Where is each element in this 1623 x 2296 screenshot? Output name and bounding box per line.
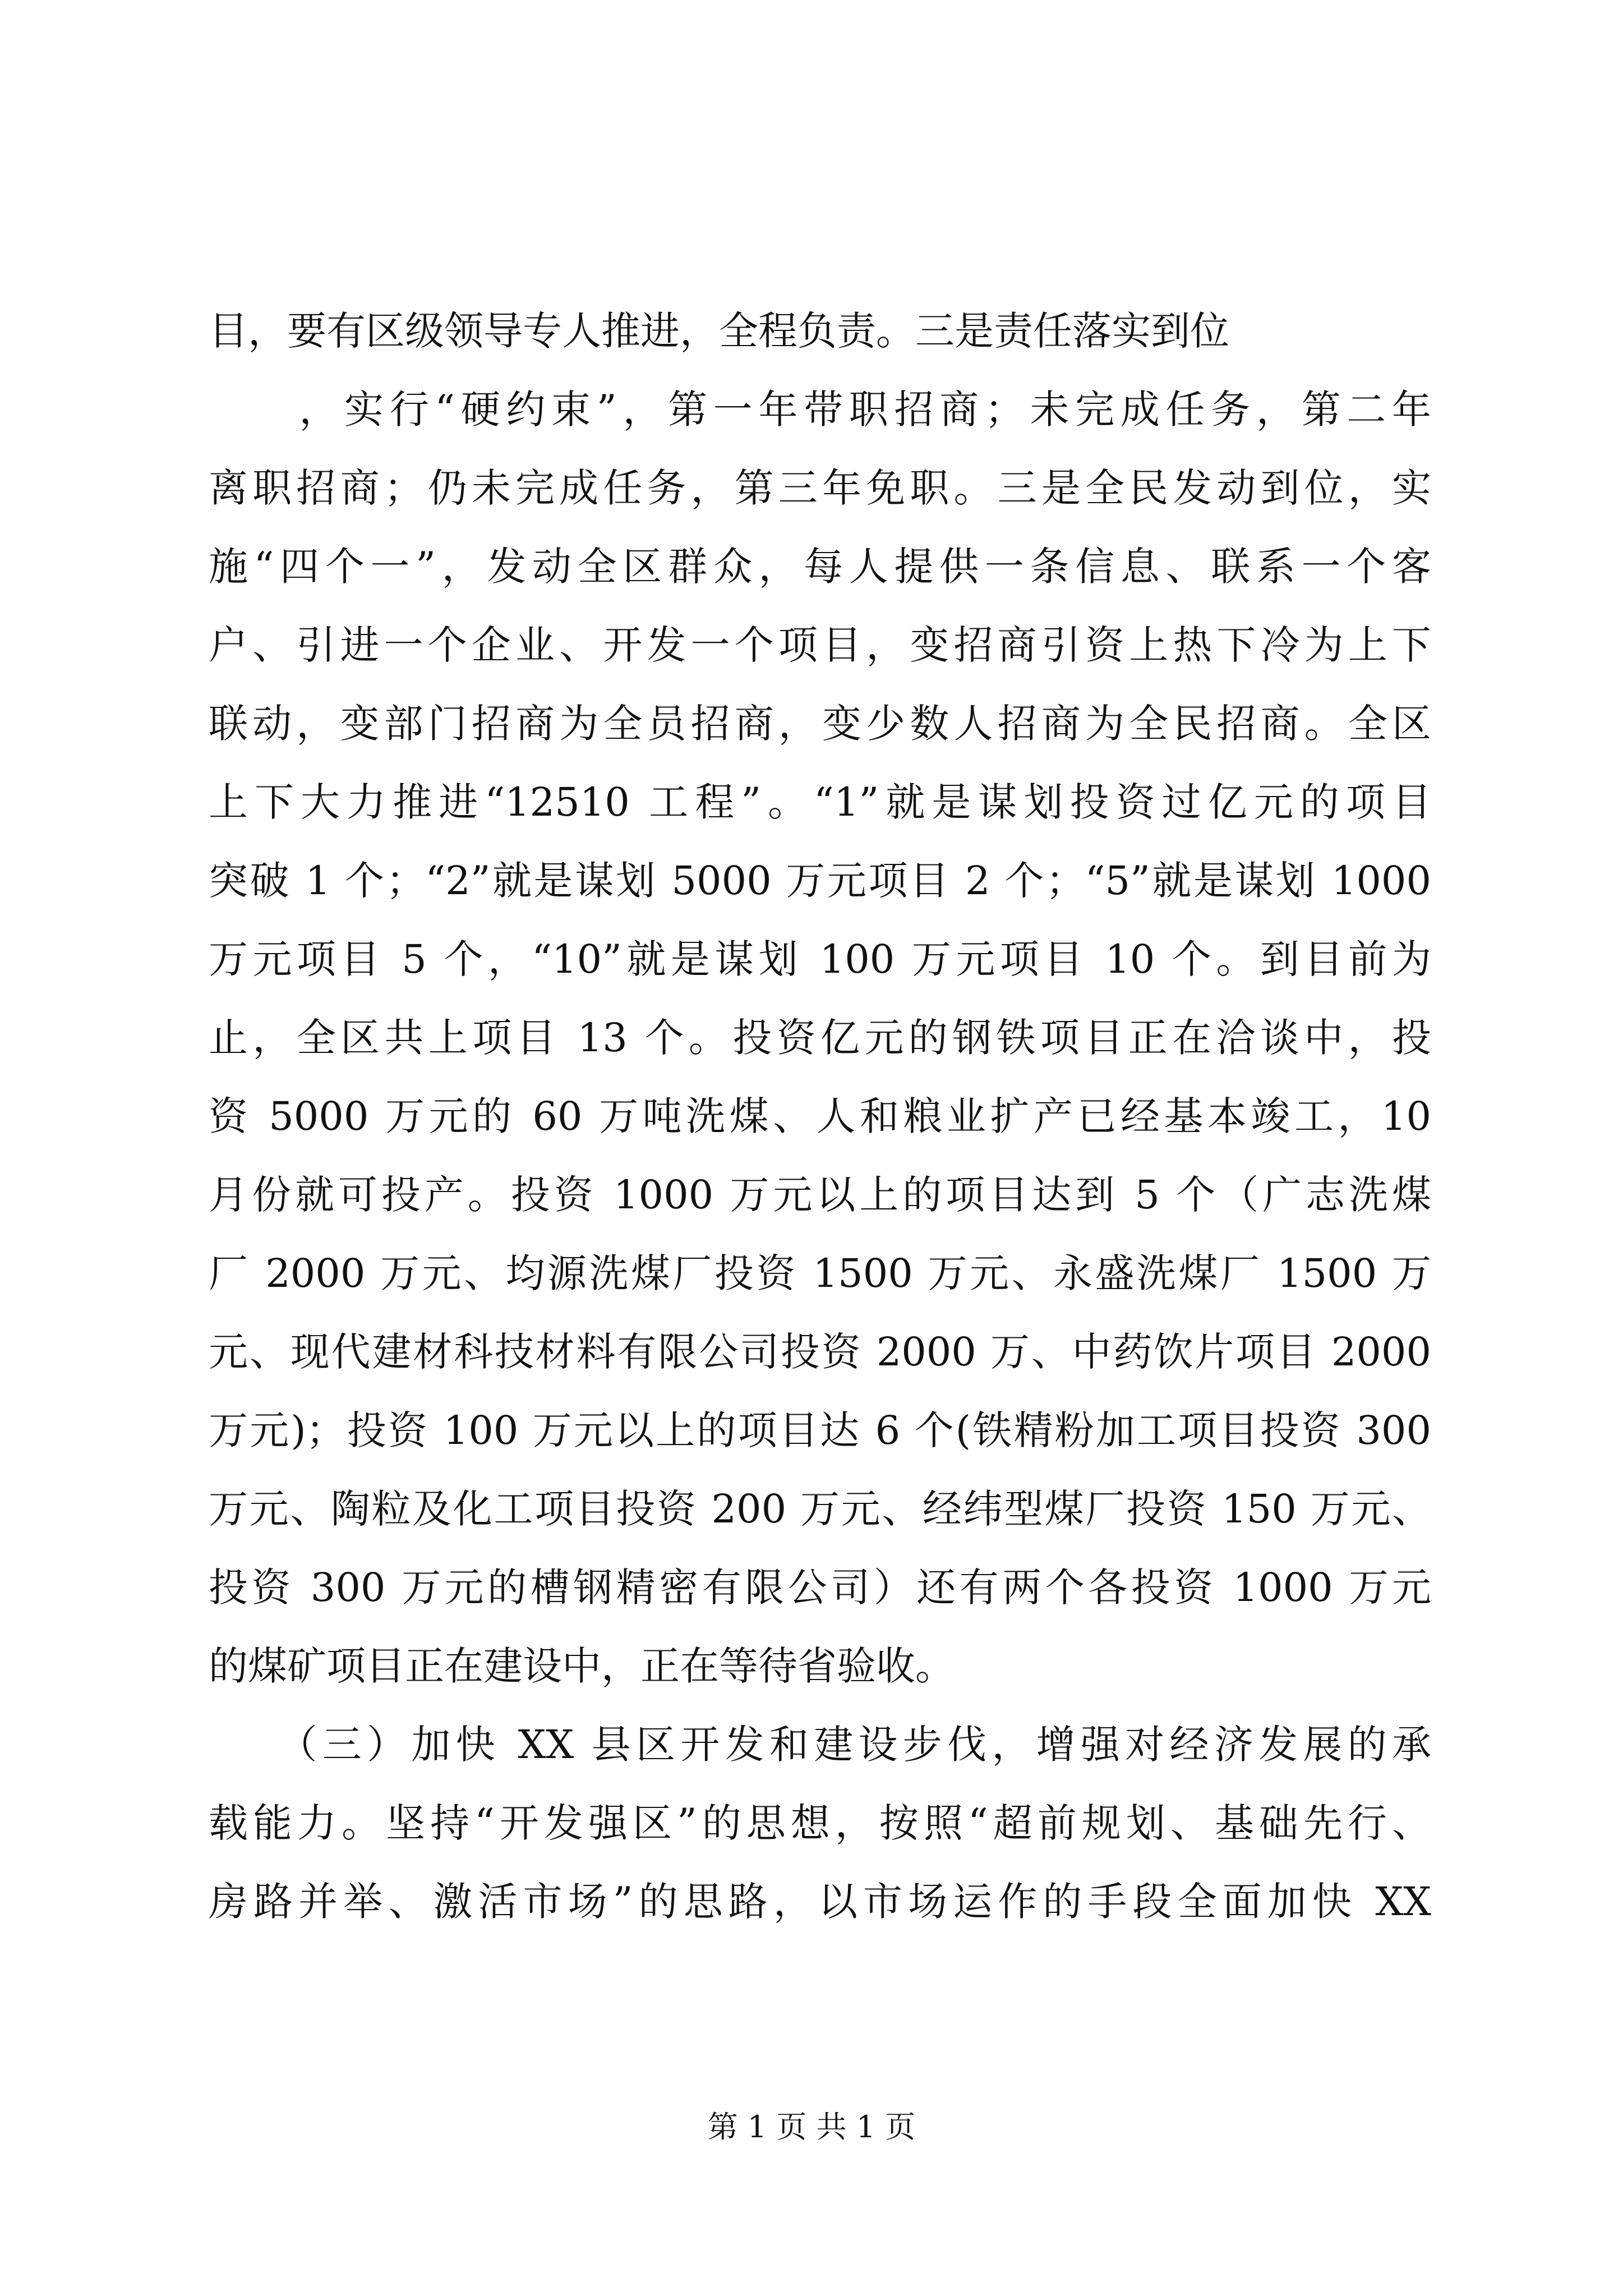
text-line: 上下大力推进“12510 工程”。“1”就是谋划投资过亿元的项目 [209,779,1431,825]
text-line: 离职招商；仍未完成任务，第三年免职。三是全民发动到位，实 [209,465,1431,511]
text-line: 厂 2000 万元、均源洗煤厂投资 1500 万元、永盛洗煤厂 1500 万 [209,1250,1431,1296]
text-line: 投资 300 万元的槽钢精密有限公司）还有两个各投资 1000 万元 [209,1565,1431,1611]
text-line: （三）加快 XX 县区开发和建设步伐，增强对经济发展的承 [209,1722,1431,1768]
text-line: 目，要有区级领导专人推进，全程负责。三是责任落实到位 [209,308,1229,354]
text-line: 施“四个一”，发动全区群众，每人提供一条信息、联系一个客 [209,544,1431,590]
text-line: 元、现代建材科技材料有限公司投资 2000 万、中药饮片项目 2000 [209,1329,1431,1375]
text-line: 载能力。坚持“开发强区”的思想，按照“超前规划、基础先行、 [209,1800,1431,1846]
text-line: 房路并举、激活市场”的思路，以市场运作的手段全面加快 XX [209,1879,1431,1925]
text-line: 资 5000 万元的 60 万吨洗煤、人和粮业扩产已经基本竣工，10 [209,1093,1431,1139]
text-line: 突破 1 个；“2”就是谋划 5000 万元项目 2 个；“5”就是谋划 1000 [209,858,1431,904]
page-number-footer: 第 1 页 共 1 页 [707,2109,916,2145]
text-line: 联动，变部门招商为全员招商，变少数人招商为全民招商。全区 [209,701,1431,747]
text-line: 万元项目 5 个，“10”就是谋划 100 万元项目 10 个。到目前为 [209,936,1431,982]
text-line: 月份就可投产。投资 1000 万元以上的项目达到 5 个（广志洗煤 [209,1172,1431,1218]
text-line: 的煤矿项目正在建设中，正在等待省验收。 [209,1643,955,1689]
text-line: 止，全区共上项目 13 个。投资亿元的钢铁项目正在洽谈中，投 [209,1015,1431,1061]
text-line: 万元)；投资 100 万元以上的项目达 6 个(铁精粉加工项目投资 300 [209,1407,1431,1453]
text-line: ，实行“硬约束”，第一年带职招商；未完成任务，第二年 [209,386,1431,432]
text-line: 万元、陶粒及化工项目投资 200 万元、经纬型煤厂投资 150 万元、 [209,1486,1431,1532]
text-line: 户、引进一个企业、开发一个项目，变招商引资上热下冷为上下 [209,622,1431,668]
